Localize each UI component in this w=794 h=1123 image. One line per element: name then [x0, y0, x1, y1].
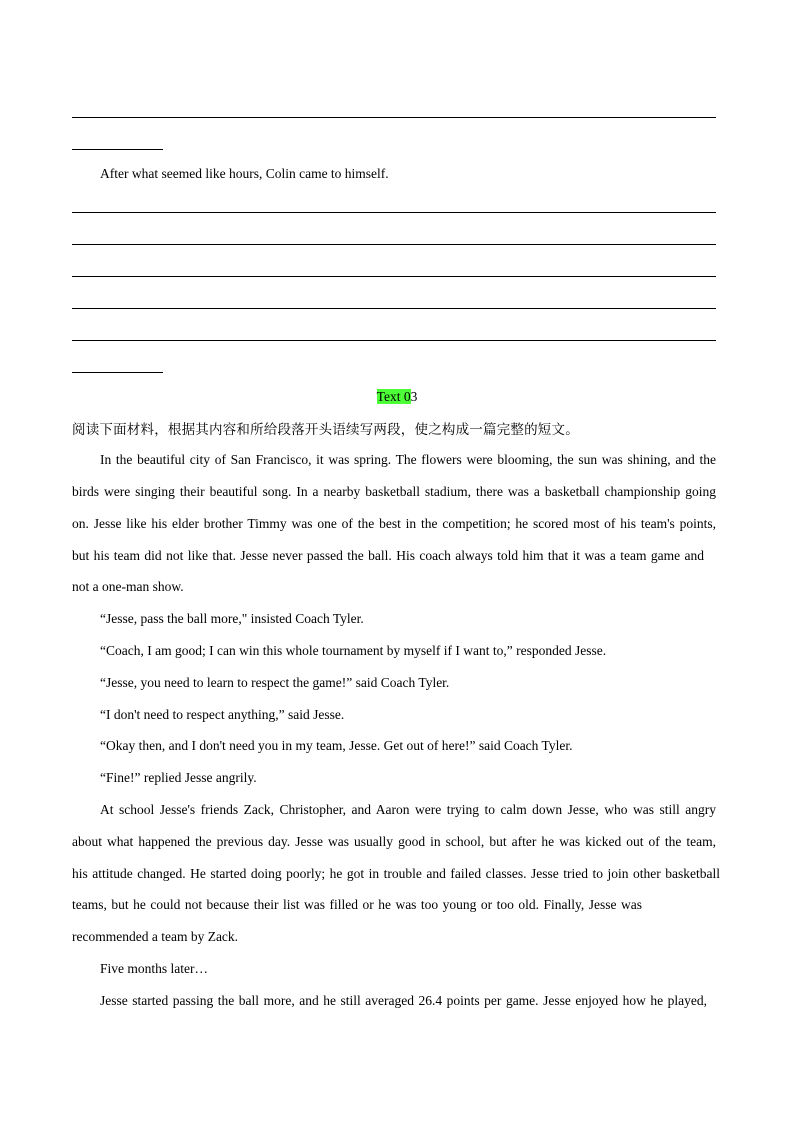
- story-line: At school Jesse's friends Zack, Christopher, and Aaron were trying to calm down Jesse, who was still angry: [100, 802, 716, 817]
- dialogue-line: “Coach, I am good; I can win this whole tournament by myself if I want to,” responded Jesse.: [100, 643, 607, 658]
- dialogue-line: “I don't need to respect anything,” said Jesse.: [100, 707, 345, 722]
- story-line: In the beautiful city of San Francisco, it was spring. The flowers were blooming, the sun was shining, and the: [100, 452, 716, 467]
- writing-line-short: [72, 372, 163, 373]
- dialogue-line: “Okay then, and I don't need you in my team, Jesse. Get out of here!” said Coach Tyler.: [100, 738, 573, 753]
- paragraph-start-text: After what seemed like hours, Colin came to himself.: [100, 166, 389, 181]
- writing-line: [72, 276, 716, 277]
- writing-line: [72, 340, 716, 341]
- dialogue-line: “Fine!” replied Jesse angrily.: [100, 770, 257, 785]
- story-line: recommended a team by Zack.: [72, 929, 239, 944]
- writing-line-short: [72, 149, 163, 150]
- story-line: teams, but he could not because their list was filled or he was too young or too old. Finally, Jesse was: [72, 897, 642, 912]
- title-highlight: Text 0: [376, 389, 411, 404]
- writing-line: [72, 117, 716, 118]
- title-number: 3: [410, 389, 418, 404]
- writing-line: [72, 212, 716, 213]
- story-line: birds were singing their beautiful song. In a nearby basketball stadium, there was a basketball championship going: [72, 484, 716, 499]
- story-line: about what happened the previous day. Jesse was usually good in school, but after he was kicked out of the team,: [72, 834, 716, 849]
- dialogue-line: “Jesse, pass the ball more," insisted Coach Tyler.: [100, 611, 364, 626]
- story-line: but his team did not like that. Jesse never passed the ball. His coach always told him that it was a team game and: [72, 548, 704, 563]
- writing-line: [72, 244, 716, 245]
- story-line: his attitude changed. He started doing poorly; he got in trouble and failed classes. Jesse tried to join other basketball: [72, 866, 720, 881]
- story-line: not a one-man show.: [72, 579, 184, 594]
- section-title: [0, 388, 794, 406]
- paragraph-start-text: Five months later…: [100, 961, 208, 976]
- story-line: Jesse started passing the ball more, and he still averaged 26.4 points per game. Jesse enjoyed how he played,: [100, 993, 707, 1008]
- story-line: on. Jesse like his elder brother Timmy was one of the best in the competition; he scored most of his team's points,: [72, 516, 716, 531]
- writing-line: [72, 308, 716, 309]
- instruction-text: 阅读下面材料，根据其内容和所给段落开头语续写两段，使之构成一篇完整的短文。: [72, 422, 579, 438]
- dialogue-line: “Jesse, you need to learn to respect the game!” said Coach Tyler.: [100, 675, 450, 690]
